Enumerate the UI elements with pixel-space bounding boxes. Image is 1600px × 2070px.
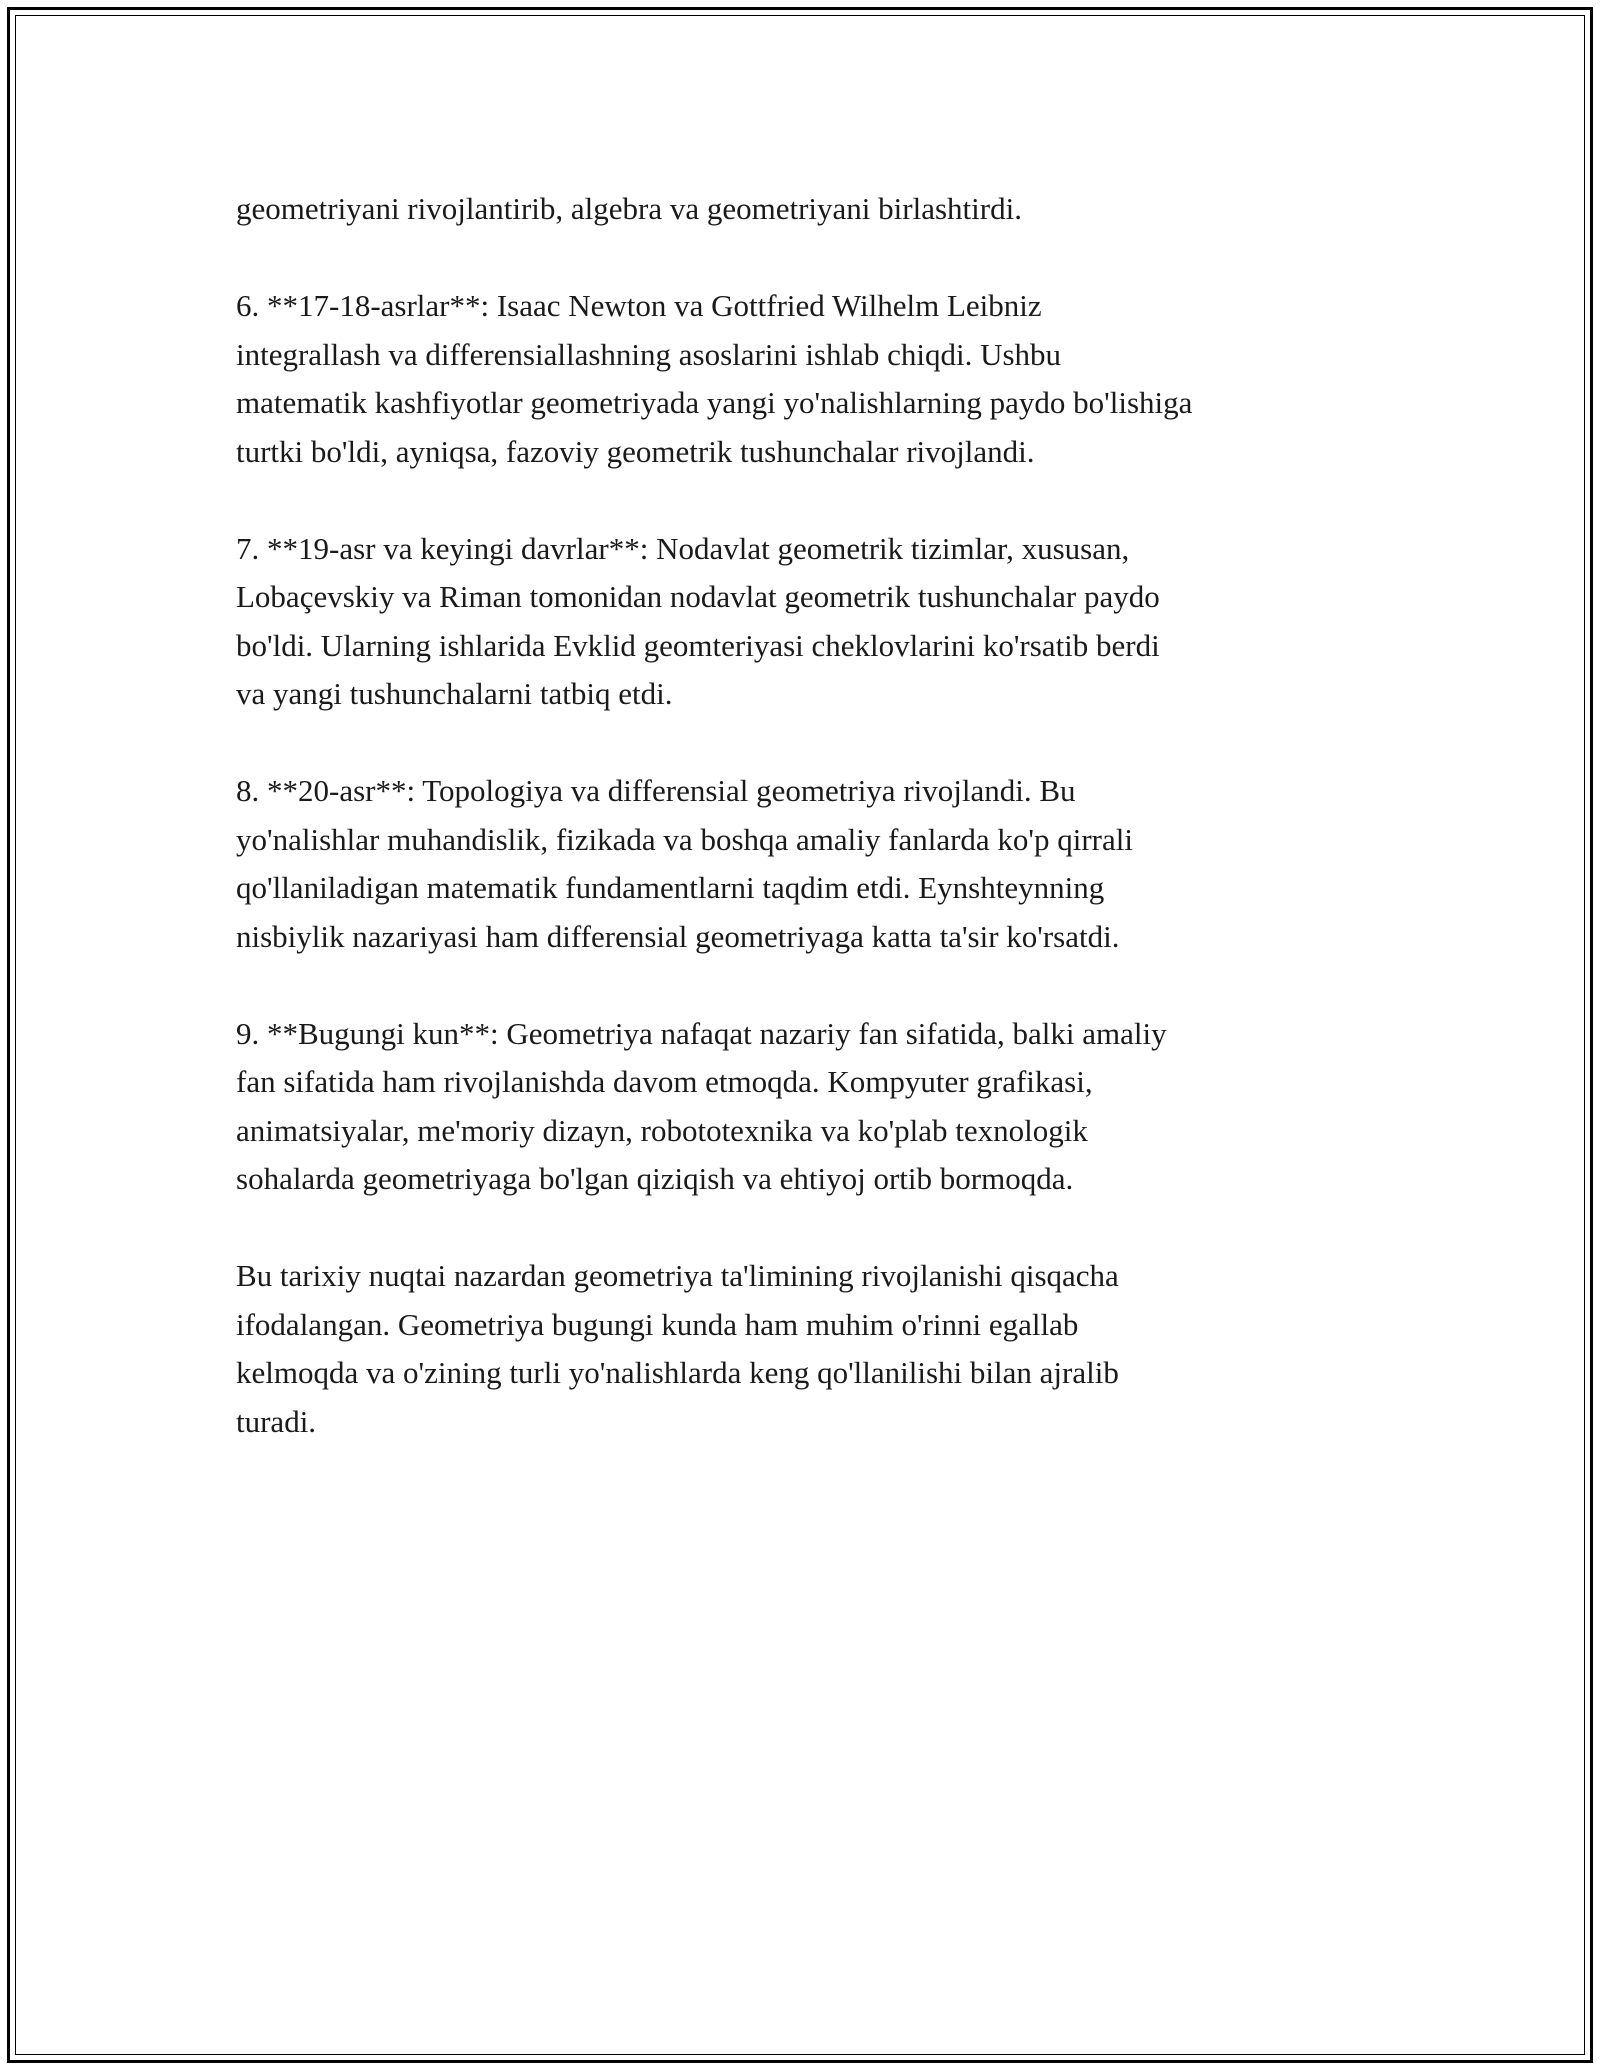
paragraph-item-7: 7. **19-asr va keyingi davrlar**: Nodavlat geometrik tizimlar, xususan, Lobaçevskiy va Riman tomonidan nodavlat geometrik tushunchalar paydo bo'ldi. Ularning ishlarida Evklid geomteriyasi cheklovlarini ko'rsatib berdi va yangi tushunchalarni tatbiq etdi. (236, 530, 1160, 711)
paragraph-intro-continuation: geometriyani rivojlantirib, algebra va geometriyani birlashtirdi. (236, 191, 1022, 226)
paragraph-item-8: 8. **20-asr**: Topologiya va differensial geometriya rivojlandi. Bu yo'nalishlar muhandislik, fizikada va boshqa amaliy fanlarda ko'p qirrali qo'llaniladigan matematik fundamentlarni taqdim etdi. Eynshteynning nisbiylik nazariyasi ham differensial geometriyaga katta ta'sir ko'rsatdi. (236, 773, 1133, 954)
paragraph-conclusion: Bu tarixiy nuqtai nazardan geometriya ta'limining rivojlanishi qisqacha ifodalangan. Geometriya bugungi kunda ham muhim o'rinni egallab kelmoqda va o'zining turli yo'nalishlarda keng qo'llanilishi bilan ajralib turadi. (236, 1258, 1119, 1439)
paragraph-item-6: 6. **17-18-asrlar**: Isaac Newton va Gottfried Wilhelm Leibniz integrallash va differensiallashning asoslarini ishlab chiqdi. Ushbu matematik kashfiyotlar geometriyada yangi yo'nalishlarning paydo bo'lishiga turtki bo'ldi, ayniqsa, fazoviy geometrik tushunchalar rivojlandi. (236, 288, 1193, 469)
paragraph-item-9: 9. **Bugungi kun**: Geometriya nafaqat nazariy fan sifatida, balki amaliy fan sifatida ham rivojlanishda davom etmoqda. Kompyuter grafikasi, animatsiyalar, me'moriy dizayn, robototexnika va ko'plab texnologik sohalarda geometriyaga bo'lgan qiziqish va ehtiyoj ortib bormoqda. (236, 1015, 1167, 1196)
document-body (236, 185, 1376, 1495)
